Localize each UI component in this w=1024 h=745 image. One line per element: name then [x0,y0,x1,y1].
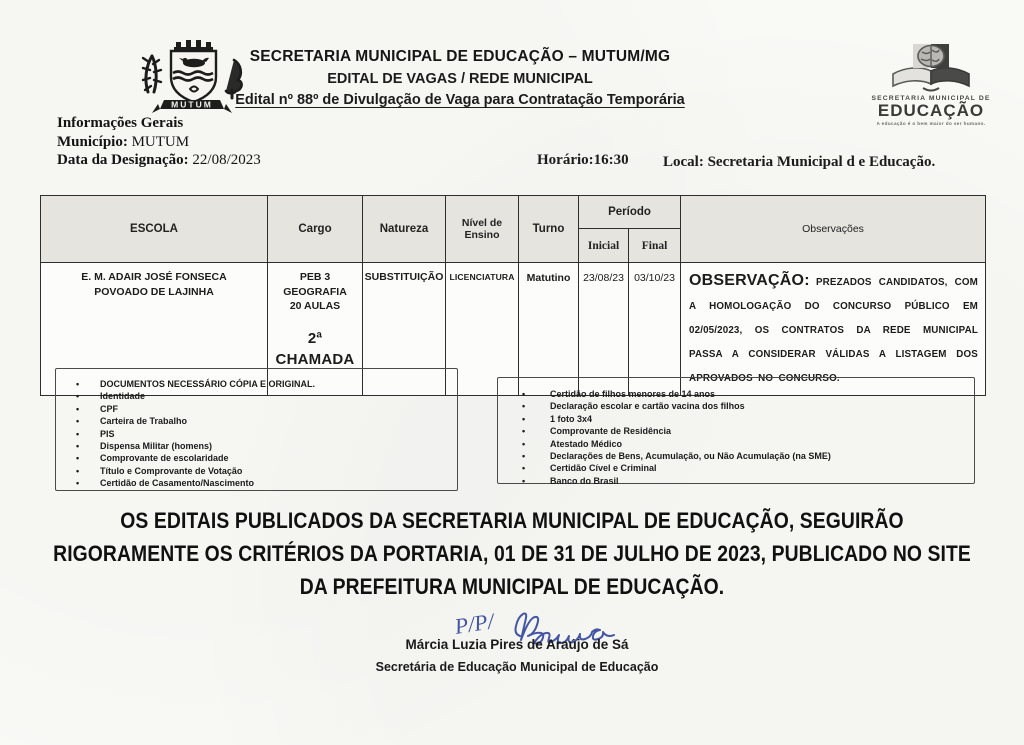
list-item: • Banco do Brasil [522,475,619,486]
bullet-icon: • [522,451,526,462]
logo-top-text: SECRETARIA MUNICIPAL DE [871,95,991,102]
logo-main-text: EDUCAÇÃO [877,101,985,120]
periodo-inicial-cell: 23/08/23 [579,263,629,396]
bullet-icon: • [76,416,80,427]
list-item: • Certidão Cível e Criminal [522,463,657,474]
escola-name: E. M. ADAIR JOSÉ FONSECA [81,271,227,283]
list-item: • Título e Comprovante de Votação [76,465,243,476]
observacao-cell [681,263,986,396]
bullet-icon: • [522,413,526,424]
natureza-cell: SUBSTITUIÇÃO [363,263,446,396]
logo-tagline: A educação é o bem maior do ser humano. [876,121,986,126]
local-value: Secretaria Municipal d e Educação. [707,154,936,170]
documents-box-left [55,368,458,491]
bullet-icon: • [522,401,526,412]
list-item: • Carteira de Trabalho [76,416,188,427]
bullet-icon: • [522,463,526,474]
col-header-cargo: Cargo [268,196,363,263]
chamada-label: 2ª CHAMADA [275,330,355,369]
turno-cell: Matutino [519,263,579,396]
cargo-line1: PEB 3 GEOGRAFIA [283,271,347,298]
escola-location: POVOADO DE LAJINHA [94,286,214,299]
municipio-line: Município: MUTUM [57,133,190,150]
col-header-periodo: Período [579,196,681,229]
periodo-final-cell: 03/10/23 [629,263,681,396]
observacao-title: OBSERVAÇÃO: [689,272,810,289]
book-brain-icon [885,40,977,94]
list-item: • 1 foto 3x4 [522,413,593,424]
list-item: • Identidade [76,391,146,402]
signature-initials: P/P/ [452,608,496,639]
col-header-natureza: Natureza [363,196,446,263]
bullet-icon: • [76,391,80,402]
list-item: • Declarações de Bens, Acumulação, ou Não Acumulação (na SME) [522,451,831,462]
municipio-value: MUTUM [131,133,190,150]
designacao-line: Data da Designação: 22/08/2023 [57,152,261,168]
bullet-icon: • [76,379,80,389]
bullet-icon: • [522,475,526,486]
bullet-icon: • [76,403,80,414]
bullet-icon: • [76,478,80,489]
list-item: • Certidão de filhos menores de 14 anos [522,389,716,399]
bullet-icon: • [522,389,526,399]
list-item: • Dispensa Militar (homens) [76,441,213,452]
col-header-escola: ESCOLA [41,196,268,263]
publication-statement: OS EDITAIS PUBLICADOS DA SECRETARIA MUNICIPAL DE EDUCAÇÃO, SEGUIRÃO RIGORAMENTE OS CRITÉRIOS DA PORTARIA, 01 DE 31 DE JULHO DE 2023, PUBLICADO NO SITE DA PREFEITURA MUNICIPAL DE EDUCAÇÃO. [53,508,971,600]
org-title: SECRETARIA MUNICIPAL DE EDUCAÇÃO – MUTUM/MG [249,48,671,65]
documents-list-left [76,378,453,490]
observacao-body: PREZADOS CANDIDATOS, COM A HOMOLOGAÇÃO DO CONCURSO PÚBLICO EM 02/05/2023, OS CONTRATOS DA REDE MUNICIPAL PASSA A CONSIDERAR VÁLIDAS A LISTAGEM DOS APROVADOS NO CONCURSO. [689,277,978,384]
documents-list-right [522,388,970,487]
col-header-turno: Turno [519,196,579,263]
crest-banner-text: MUTUM [171,99,213,110]
bullet-icon: • [76,453,80,464]
info-title: Informações Gerais [57,115,184,131]
designacao-value: 22/08/2023 [192,152,261,168]
edital-number-title: Edital nº 88º de Divulgação de Vaga para Contratação Temporária [235,92,685,108]
bullet-icon: • [76,465,80,476]
col-header-final: Final [629,229,681,263]
list-item: • Declaração escolar e cartão vacina dos filhos [522,401,745,412]
signer-name: Márcia Luzia Pires de Araújo de Sá [405,637,629,652]
cargo-line2: 20 AULAS [289,300,341,313]
vacancies-table [40,195,986,396]
list-item: • Certidão de Casamento/Nascimento [76,478,255,489]
col-header-observacoes: Observações [681,196,986,263]
list-item: • Atestado Médico [522,438,623,449]
horario-line: Horário:16:30 [537,152,629,168]
col-header-inicial: Inicial [579,229,629,263]
document-header [225,48,695,108]
bullet-icon: • [76,428,80,439]
list-item: • PIS [76,428,115,439]
local-line: Local: Secretaria Municipal d e Educação. [663,154,936,170]
list-item: • Comprovante de escolaridade [76,453,229,464]
list-item: • DOCUMENTOS NECESSÁRIO CÓPIA E ORIGINAL. [76,379,316,389]
documents-box-right [497,377,975,484]
education-secretariat-logo [862,40,1000,126]
nivel-cell: LICENCIATURA [446,263,519,396]
list-item: • CPF [76,403,118,414]
bullet-icon: • [76,441,80,452]
col-header-nivel: Nível de Ensino [446,196,519,263]
bullet-icon: • [522,438,526,449]
bullet-icon: • [522,426,526,437]
list-item: • Comprovante de Residência [522,426,672,437]
doc-type-title: EDITAL DE VAGAS / REDE MUNICIPAL [327,71,593,87]
general-info-block [57,114,261,170]
signer-title: Secretária de Educação Municipal de Educação [375,660,659,674]
